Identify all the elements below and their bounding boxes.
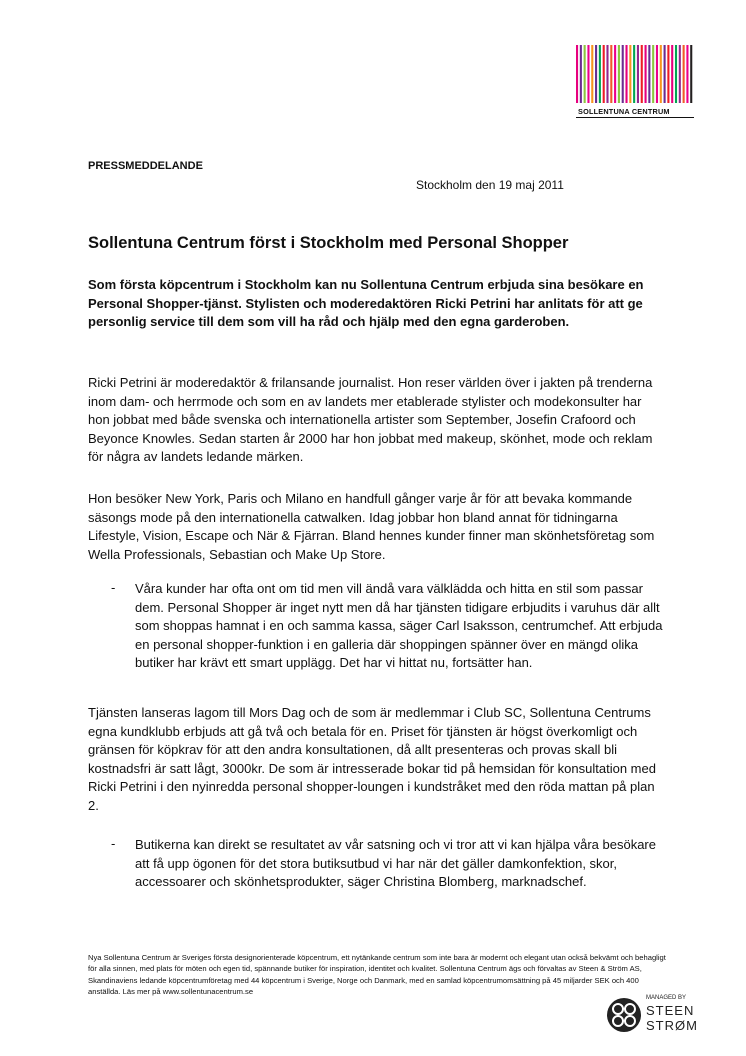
logo-stripe bbox=[664, 45, 666, 103]
managed-by-label: MANAGED BY bbox=[646, 995, 687, 1001]
logo-stripe bbox=[641, 45, 643, 103]
steen-strom-logo bbox=[606, 994, 702, 1038]
logo-stripe bbox=[622, 45, 624, 103]
quote-2-dash: - bbox=[111, 836, 116, 851]
logo-stripe bbox=[660, 45, 662, 103]
sollentuna-centrum-logo bbox=[576, 45, 694, 121]
logo-stripe bbox=[614, 45, 616, 103]
logo-stripe bbox=[584, 45, 586, 103]
logo-stripe bbox=[667, 45, 669, 103]
logo-stripe bbox=[679, 45, 681, 103]
logo-stripe bbox=[606, 45, 608, 103]
logo-barcode-stripes bbox=[576, 45, 694, 103]
logo-stripe bbox=[690, 45, 692, 103]
logo-stripe bbox=[652, 45, 654, 103]
logo-stripe bbox=[648, 45, 650, 103]
logo-stripe bbox=[610, 45, 612, 103]
logo-stripe bbox=[603, 45, 605, 103]
quote-2: Butikerna kan direkt se resultatet av vår satsning och vi tror att vi kan hjälpa våra besökare att få upp ögonen för det stora butiksutbud vi har när det gäller damkonfektion, skor, accessoarer och skönhetsprodukter, säger Christina Blomberg, marknadschef. bbox=[135, 837, 656, 889]
logo-stripe bbox=[671, 45, 673, 103]
logo-stripe bbox=[587, 45, 589, 103]
steen-strom-emblem-icon bbox=[606, 997, 642, 1033]
quote-1: Våra kunder har ofta ont om tid men vill ändå vara välklädda och hitta en stil som passar dem. Personal Shopper är inget nytt men då har tjänsten tidigare erbjudits i varuhus där allt som shoppas hamnat i en och samma kassa, säger Carl Isaksson, centrumchef. Att erbjuda en personal shopper-funktion i en galleria där shoppingen spänner över en mängd olika butiker har krävt ett smart upplägg. Det har vi hittat nu, fortsätter han. bbox=[135, 581, 663, 670]
logo-stripe bbox=[580, 45, 582, 103]
article-lead: Som första köpcentrum i Stockholm kan nu Sollentuna Centrum erbjuda sina besökare en Personal Shopper-tjänst. Stylisten och moderedaktören Ricki Petrini har anlitats för att ge personlig service till dem som vill ha råd och hjälp med den egna garderoben. bbox=[88, 277, 644, 329]
logo-stripe bbox=[675, 45, 677, 103]
strom-wordmark: STRØM bbox=[646, 1018, 698, 1033]
logo-stripe bbox=[576, 45, 578, 103]
logo-stripe bbox=[591, 45, 593, 103]
article-title: Sollentuna Centrum först i Stockholm med Personal Shopper bbox=[88, 234, 569, 252]
logo-stripe bbox=[645, 45, 647, 103]
logo-stripe bbox=[595, 45, 597, 103]
logo-stripe bbox=[656, 45, 658, 103]
logo-brand-text: SOLLENTUNA CENTRUM bbox=[578, 107, 670, 116]
logo-stripe bbox=[629, 45, 631, 103]
logo-stripe bbox=[633, 45, 635, 103]
logo-stripe bbox=[625, 45, 627, 103]
paragraph-1: Ricki Petrini är moderedaktör & frilansande journalist. Hon reser världen över i jakten på trenderna inom dam- och herrmode och som en av landets mer etablerade stylister och modekonsulter har hon jobbat med både svenska och internationella artister som September, Josefin Crafoord och Beyonce Knowles. Sedan starten år 2000 har hon jobbat med makeup, skönhet, mode och reklam för några av landets ledande märken. bbox=[88, 375, 653, 464]
logo-stripe bbox=[599, 45, 601, 103]
logo-stripe bbox=[683, 45, 685, 103]
paragraph-2: Hon besöker New York, Paris och Milano en handfull gånger varje år för att bevaka kommande säsongs mode på den internationella catwalken. Idag jobbar hon bland annat för tidningarna Lifestyle, Vision, Escape och När & Fjärran. Bland hennes kunder finner man skönhetsföretag som Wella Professionals, Sebastian och Make Up Store. bbox=[88, 491, 655, 562]
quote-1-dash: - bbox=[111, 580, 116, 595]
logo-underline bbox=[576, 117, 694, 118]
logo-stripe bbox=[637, 45, 639, 103]
logo-stripe bbox=[618, 45, 620, 103]
paragraph-3: Tjänsten lanseras lagom till Mors Dag och de som är medlemmar i Club SC, Sollentuna Centrums egna kundklubb erbjuds att gå två och betala för en. Priset för tjänsten är högst överkomligt och gränsen för köpkrav för att den andra konsultationen, då allt presenteras och provas skall bli kostnadsfri är satt lågt, 3000kr. De som är intresserade bokar tid på hemsidan för konsultation med Ricki Petrini i den nyinredda personal shopper-loungen i kundstråket med den röda mattan på plan 2. bbox=[88, 705, 656, 813]
steen-wordmark: STEEN bbox=[646, 1003, 695, 1018]
dateline: Stockholm den 19 maj 2011 bbox=[416, 178, 564, 192]
logo-stripe bbox=[686, 45, 688, 103]
footer-boilerplate: Nya Sollentuna Centrum är Sveriges första designorienterade köpcentrum, ett nytänkande centrum som inte bara är modernt och elegant utan också bekvämt och behagligt för alla sinnen, med plats för möten och egen tid, spännande butiker för inspiration, identitet och kvalitet. Sollentuna Centrum ägs och förvaltas av Steen & Ström AS, Skandinaviens ledande köpcentrumföretag med 44 köpcentrum i Sverige, Norge och Danmark, med en samlad köpcentrumomsättning på 45 miljarder SEK och 400 anställda. Läs mer på www.sollentunacentrum.se bbox=[88, 953, 666, 997]
press-release-label: PRESSMEDDELANDE bbox=[88, 160, 203, 172]
